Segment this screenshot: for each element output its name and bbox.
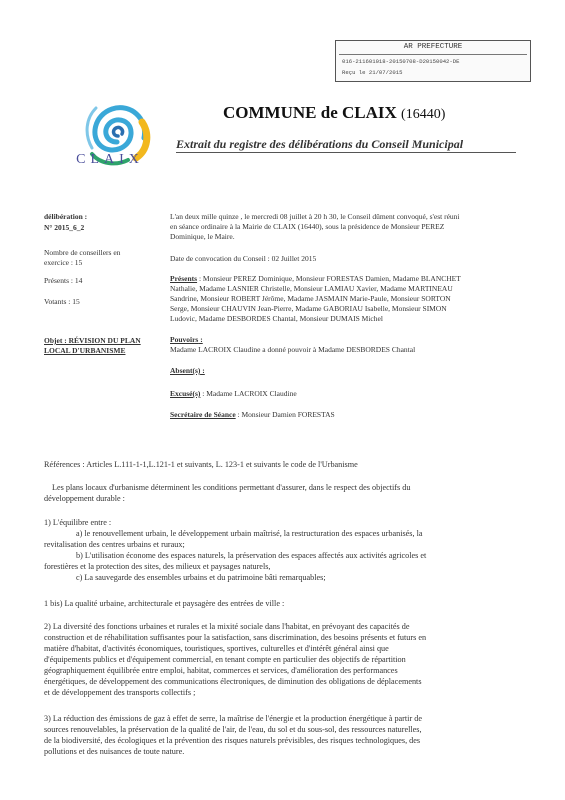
- excuses-text: : Madame LACROIX Claudine: [200, 389, 297, 398]
- section-1-a-line-2: revitalisation des centres urbains et ruraux;: [44, 540, 185, 549]
- section-1bis: 1 bis) La qualité urbaine, architecturale et paysagère des entrées de ville :: [44, 599, 285, 608]
- section-1-b-line-2: forestières et la protection des sites, des milieux et paysages naturels,: [44, 562, 271, 571]
- stamp-header: AR PREFECTURE: [403, 43, 463, 51]
- presents-line-3: Sandrine, Monsieur ROBERT Jérôme, Madame JASMAIN Marie-Paule, Monsieur SORTON: [170, 294, 451, 303]
- section-2-line-5: géographiquement équilibrée entre emploi, habitat, commerces et services, d'amélioration des performances: [44, 666, 398, 675]
- deliberation-number: N° 2015_6_2: [44, 223, 85, 232]
- section-1-a-line-1: a) le renouvellement urbain, le développement urbain maîtrisé, la restructuration des espaces urbanisés, la: [76, 529, 423, 538]
- deliberation-label: délibération :: [44, 212, 88, 221]
- presents-names-1: : Monsieur PEREZ Dominique, Monsieur FORESTAS Damien, Madame BLANCHET: [197, 274, 461, 283]
- councillors-line-1: Nombre de conseillers en: [44, 248, 121, 257]
- prefecture-stamp: [335, 40, 531, 82]
- commune-name: COMMUNE de CLAIX: [223, 103, 397, 122]
- subtitle-divider: [176, 152, 516, 153]
- section-3-line-2: sources renouvelables, la préservation de la qualité de l'air, de l'eau, du sol et du sous-sol, des ressources naturelles,: [44, 725, 422, 734]
- section-3-line-1: 3) La réduction des émissions de gaz à effet de serre, la maîtrise de l'énergie et la production énergétique à partir de: [44, 714, 422, 723]
- intro-line-2: en séance ordinaire à la Mairie de CLAIX (16440), sous la présidence de Monsieur PEREZ: [170, 222, 445, 231]
- presents-line-2: Nathalie, Madame LASNIER Christelle, Monsieur LAMIAU Xavier, Madame MARTINEAU: [170, 284, 453, 293]
- excuses-line: [170, 389, 297, 399]
- section-2-line-2: construction et de réhabilitation suffisantes pour la satisfaction, sans discrimination, des besoins présents et futurs en: [44, 633, 427, 642]
- convocation-date: Date de convocation du Conseil : 02 Juillet 2015: [170, 254, 317, 263]
- section-2-line-3: matière d'habitat, d'activités économiques, touristiques, sportives, culturelles et d'intérêt général ainsi que: [44, 644, 389, 653]
- secretaire-text: : Monsieur Damien FORESTAS: [235, 410, 335, 419]
- section-2-line-6: énergétiques, de développement des communications électroniques, de diminution des obligations de déplacements: [44, 677, 422, 686]
- section-2-line-4: d'équipements publics et d'équipement commercial, en tenant compte en particulier des objectifs de répartition: [44, 655, 406, 664]
- secretaire-label: Secrétaire de Séance: [170, 410, 236, 419]
- presents-line-1: [170, 274, 461, 284]
- section-1-b-line-1: b) L'utilisation économe des espaces naturels, la préservation des espaces affectés aux activités agricoles et: [76, 551, 427, 560]
- stamp-reference: 016-211601018-20150708-D20150042-DE: [342, 58, 460, 65]
- pouvoirs-label: Pouvoirs :: [170, 335, 203, 344]
- absents-label-text: Absent(s): [170, 366, 201, 375]
- objet-line-1: Objet : RÉVISION DU PLAN: [44, 336, 141, 345]
- intro-line-1: L'an deux mille quinze , le mercredi 08 juillet à 20 h 30, le Conseil dûment convoqué, s'est réuni: [170, 212, 460, 221]
- section-1-title: 1) L'équilibre entre :: [44, 518, 112, 527]
- stamp-received-date: Reçu le 21/07/2015: [342, 69, 403, 76]
- objet-line-2: LOCAL D'URBANISME: [44, 346, 126, 355]
- section-1-c-line-1: c) La sauvegarde des ensembles urbains et du patrimoine bâti remarquables;: [76, 573, 326, 582]
- secretaire-line: [170, 410, 335, 420]
- page-title: [223, 103, 445, 123]
- pouvoirs-text: Madame LACROIX Claudine a donné pouvoir à Madame DESBORDES Chantal: [170, 345, 416, 354]
- paragraph-1-line-1: Les plans locaux d'urbanisme déterminent les conditions permettant d'assurer, dans le respect des objectifs du: [52, 483, 411, 492]
- absents-label: Absent(s) :: [170, 366, 205, 375]
- excuses-label: Excusé(s): [170, 389, 201, 398]
- commune-postcode: (16440): [401, 107, 446, 122]
- councillors-line-2: exercice : 15: [44, 258, 83, 267]
- references: Références : Articles L.111-1-1,L.121-1 et suivants, L. 123-1 et suivants le code de l'Urbanisme: [44, 460, 358, 469]
- section-2-line-7: et de développement des transports collectifs ;: [44, 688, 196, 697]
- stamp-divider: [339, 54, 527, 55]
- pouvoirs-label-text: Pouvoirs: [170, 335, 199, 344]
- intro-line-3: Dominique, le Maire.: [170, 232, 235, 241]
- presents-count: Présents : 14: [44, 276, 83, 285]
- page-subtitle: Extrait du registre des délibérations du Conseil Municipal: [176, 137, 464, 151]
- section-3-line-3: de la biodiversité, des écologiques et la prévention des risques naturels prévisibles, des risques technologiques, des: [44, 736, 421, 745]
- logo-wordmark: CLAIX: [76, 152, 144, 167]
- presents-line-5: Ludovic, Madame DESBORDES Chantal, Monsieur DUMAIS Michel: [170, 314, 383, 323]
- section-2-line-1: 2) La diversité des fonctions urbaines et rurales et la mixité sociale dans l'habitat, en prévoyant des capacités de: [44, 622, 410, 631]
- paragraph-1-line-2: développement durable :: [44, 494, 125, 503]
- presents-line-4: Serge, Monsieur CHAUVIN Jean-Pierre, Madame GABORIAU Isabelle, Monsieur SIMON: [170, 304, 447, 313]
- section-3-line-4: pollutions et des nuisances de toute nature.: [44, 747, 185, 756]
- presents-label: Présents: [170, 274, 198, 283]
- votants-count: Votants : 15: [44, 297, 80, 306]
